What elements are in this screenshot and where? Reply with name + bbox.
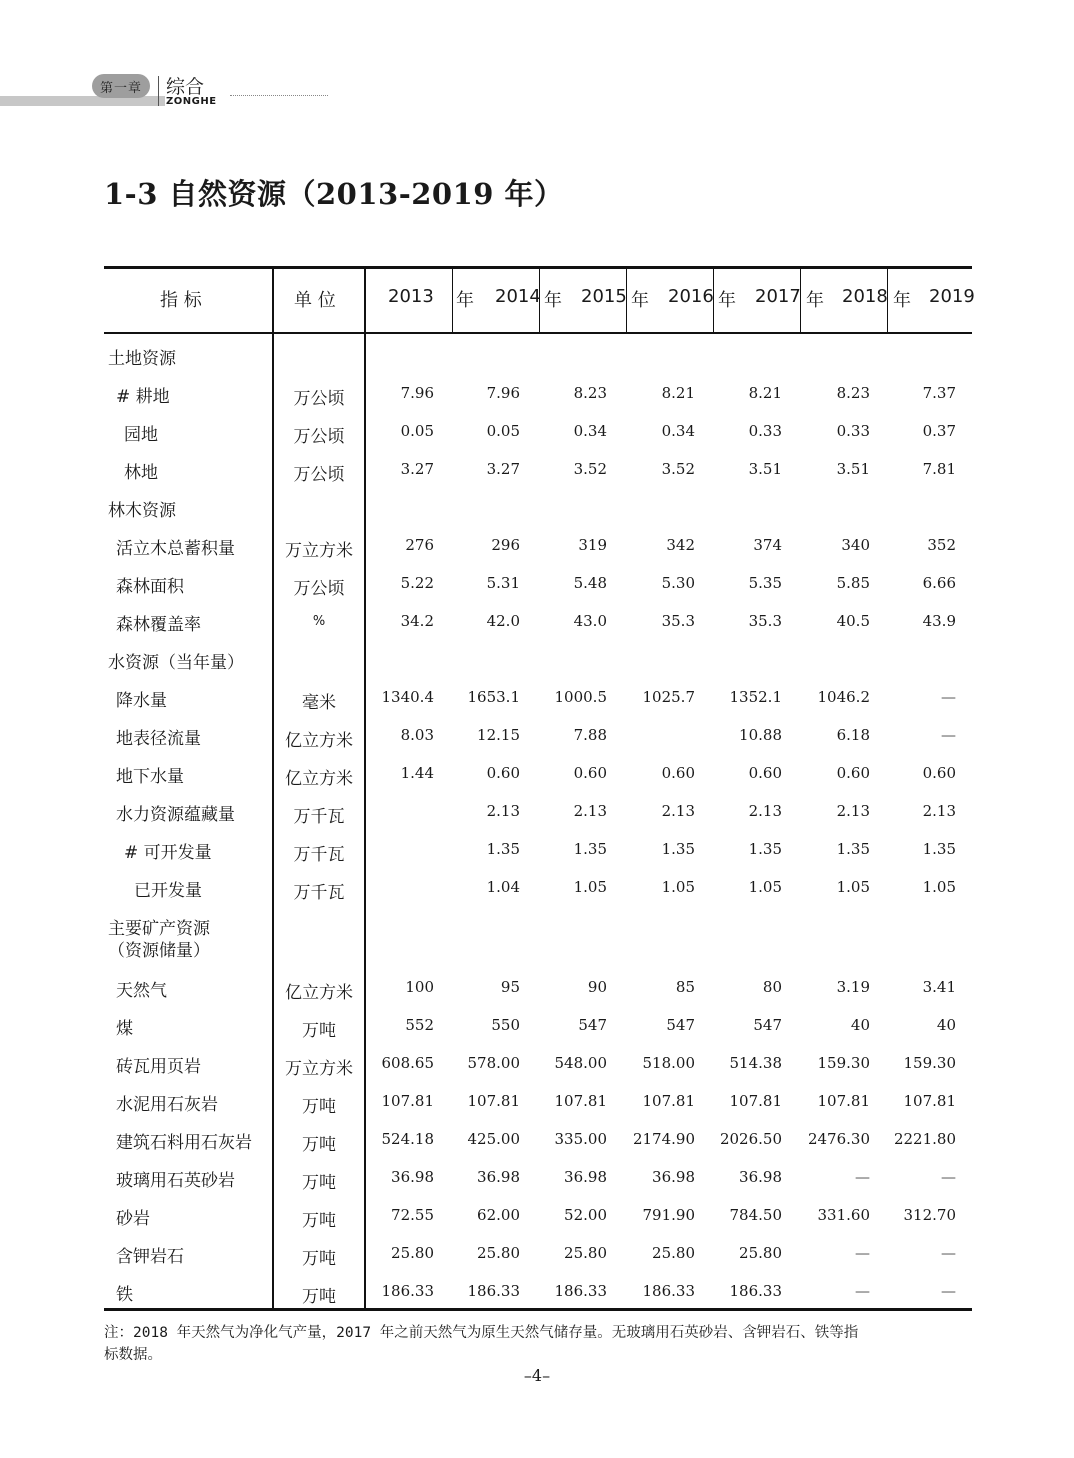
row-label: 主要矿产资源 <box>108 919 210 939</box>
cell-value: 1.44 <box>400 764 434 782</box>
row-unit: 万公顷 <box>293 389 345 409</box>
table-row <box>104 870 972 908</box>
row-label: 建筑石料用石灰岩 <box>116 1133 252 1153</box>
row-label-continued: （资源储量） <box>108 941 210 961</box>
cell-value: 95 <box>500 978 520 996</box>
row-label: 煤 <box>116 1019 133 1039</box>
cell-value: 12.15 <box>477 726 520 744</box>
cell-value: 43.0 <box>573 612 607 630</box>
row-unit: 万立方米 <box>285 541 353 561</box>
cell-value: — <box>941 1244 956 1262</box>
table-row <box>104 490 972 528</box>
cell-value: 547 <box>578 1016 607 1034</box>
header-unit: 单 位 <box>294 290 336 311</box>
row-unit: 万千瓦 <box>293 807 345 827</box>
table-top-rule <box>104 266 972 269</box>
header-year-suffix: 年 <box>456 290 474 311</box>
table-row <box>104 452 972 490</box>
cell-value: 36.98 <box>477 1168 520 1186</box>
table-header-rule <box>104 332 972 334</box>
row-label: 铁 <box>116 1285 133 1305</box>
cell-value: 72.55 <box>391 1206 434 1224</box>
cell-value: 35.3 <box>661 612 695 630</box>
cell-value: 8.03 <box>400 726 434 744</box>
cell-value: 0.60 <box>486 764 520 782</box>
cell-value: 548.00 <box>554 1054 607 1072</box>
header-year: 2016 <box>668 286 714 307</box>
cell-value: 107.81 <box>642 1092 695 1110</box>
table-row <box>104 1236 972 1274</box>
cell-value: 36.98 <box>739 1168 782 1186</box>
row-label: 地下水量 <box>116 767 184 787</box>
table-row <box>104 680 972 718</box>
row-label: 水力资源蕴藏量 <box>116 805 235 825</box>
header-indicator: 指 标 <box>160 290 202 311</box>
cell-value: 550 <box>491 1016 520 1034</box>
cell-value: 5.31 <box>486 574 520 592</box>
header-year-suffix: 年 <box>718 290 736 311</box>
cell-value: 524.18 <box>381 1130 434 1148</box>
row-label: 森林面积 <box>116 577 184 597</box>
row-label: 水资源（当年量） <box>108 653 244 673</box>
table-row <box>104 338 972 376</box>
row-unit: 万吨 <box>302 1097 336 1117</box>
cell-value: 40 <box>936 1016 956 1034</box>
cell-value: 1.04 <box>486 878 520 896</box>
cell-value: 7.96 <box>400 384 434 402</box>
cell-value: 186.33 <box>467 1282 520 1300</box>
cell-value: 7.37 <box>922 384 956 402</box>
cell-value: 1.35 <box>922 840 956 858</box>
cell-value: 0.60 <box>573 764 607 782</box>
cell-value: 159.30 <box>903 1054 956 1072</box>
cell-value: 514.38 <box>729 1054 782 1072</box>
cell-value: — <box>855 1282 870 1300</box>
cell-value: 3.52 <box>661 460 695 478</box>
row-label: 土地资源 <box>108 349 176 369</box>
cell-value: 107.81 <box>554 1092 607 1110</box>
cell-value: 8.23 <box>836 384 870 402</box>
cell-value: 0.05 <box>400 422 434 440</box>
cell-value: 107.81 <box>467 1092 520 1110</box>
row-label: 天然气 <box>116 981 167 1001</box>
cell-value: 0.60 <box>836 764 870 782</box>
cell-value: 5.85 <box>836 574 870 592</box>
row-unit: 亿立方米 <box>285 769 353 789</box>
cell-value: 374 <box>753 536 782 554</box>
cell-value: 80 <box>762 978 782 996</box>
row-label: 森林覆盖率 <box>116 615 201 635</box>
cell-value: 312.70 <box>903 1206 956 1224</box>
row-label: 砂岩 <box>116 1209 150 1229</box>
cell-value: 2.13 <box>486 802 520 820</box>
cell-value: 6.66 <box>922 574 956 592</box>
cell-value: 3.51 <box>836 460 870 478</box>
cell-value: 25.80 <box>391 1244 434 1262</box>
cell-value: 1.05 <box>573 878 607 896</box>
cell-value: 107.81 <box>903 1092 956 1110</box>
table-row <box>104 1198 972 1236</box>
row-label: 玻璃用石英砂岩 <box>116 1171 235 1191</box>
cell-value: 40 <box>850 1016 870 1034</box>
cell-value: — <box>941 726 956 744</box>
cell-value: 608.65 <box>381 1054 434 1072</box>
row-unit: % <box>312 614 326 629</box>
cell-value: 90 <box>587 978 607 996</box>
table-title: 1-3 自然资源（2013-2019 年） <box>104 177 564 211</box>
cell-value: 62.00 <box>477 1206 520 1224</box>
cell-value: 186.33 <box>554 1282 607 1300</box>
table-row <box>104 1160 972 1198</box>
row-unit: 万立方米 <box>285 1059 353 1079</box>
table-row <box>104 376 972 414</box>
row-label: 林木资源 <box>108 501 176 521</box>
cell-value: 2.13 <box>661 802 695 820</box>
table-row <box>104 1008 972 1046</box>
cell-value: 10.88 <box>739 726 782 744</box>
cell-value: 2221.80 <box>893 1130 956 1148</box>
divider-year <box>452 266 453 333</box>
cell-value: 25.80 <box>739 1244 782 1262</box>
cell-value: 2174.90 <box>632 1130 695 1148</box>
row-unit: 万千瓦 <box>293 845 345 865</box>
cell-value: 2.13 <box>748 802 782 820</box>
cell-value: 547 <box>753 1016 782 1034</box>
header-year: 2018 <box>842 286 888 307</box>
cell-value: 2026.50 <box>719 1130 782 1148</box>
cell-value: 52.00 <box>564 1206 607 1224</box>
chapter-pinyin: ZONGHE <box>166 96 217 107</box>
cell-value: 1000.5 <box>554 688 607 706</box>
cell-value: — <box>855 1244 870 1262</box>
cell-value: 0.34 <box>573 422 607 440</box>
cell-value: 25.80 <box>652 1244 695 1262</box>
cell-value: 25.80 <box>477 1244 520 1262</box>
table-row <box>104 566 972 604</box>
cell-value: 0.60 <box>748 764 782 782</box>
cell-value: 0.05 <box>486 422 520 440</box>
cell-value: 7.96 <box>486 384 520 402</box>
chapter-badge: 第一章 <box>92 74 150 98</box>
table-row <box>104 908 972 961</box>
row-unit: 万公顷 <box>293 427 345 447</box>
table-row <box>104 414 972 452</box>
table-row <box>104 642 972 680</box>
cell-value: 1025.7 <box>642 688 695 706</box>
cell-value: 85 <box>675 978 695 996</box>
cell-value: 186.33 <box>381 1282 434 1300</box>
header-year-suffix: 年 <box>544 290 562 311</box>
cell-value: 100 <box>405 978 434 996</box>
table-row <box>104 756 972 794</box>
table-row <box>104 794 972 832</box>
cell-value: 276 <box>405 536 434 554</box>
row-label: 砖瓦用页岩 <box>116 1057 201 1077</box>
row-label: # 耕地 <box>116 387 170 407</box>
cell-value: 1.35 <box>748 840 782 858</box>
cell-value: 36.98 <box>652 1168 695 1186</box>
row-unit: 万千瓦 <box>293 883 345 903</box>
chapter-title: 综合 <box>166 76 205 98</box>
cell-value: 1.35 <box>836 840 870 858</box>
cell-value: — <box>941 688 956 706</box>
cell-value: 3.41 <box>922 978 956 996</box>
table-row <box>104 1274 972 1312</box>
cell-value: 7.81 <box>922 460 956 478</box>
cell-value: 5.30 <box>661 574 695 592</box>
cell-value: 42.0 <box>486 612 520 630</box>
cell-value: 0.60 <box>922 764 956 782</box>
row-label: 园地 <box>124 425 158 445</box>
cell-value: 34.2 <box>400 612 434 630</box>
cell-value: 1.05 <box>661 878 695 896</box>
row-label: # 可开发量 <box>124 843 212 863</box>
cell-value: 340 <box>841 536 870 554</box>
cell-value: 1352.1 <box>729 688 782 706</box>
row-unit: 万公顷 <box>293 579 345 599</box>
cell-value: 8.21 <box>661 384 695 402</box>
cell-value: 791.90 <box>642 1206 695 1224</box>
header-year: 2014 <box>495 286 541 307</box>
table-row <box>104 832 972 870</box>
cell-value: 5.48 <box>573 574 607 592</box>
cell-value: 8.21 <box>748 384 782 402</box>
row-label: 林地 <box>124 463 158 483</box>
header-year: 2017 <box>755 286 801 307</box>
cell-value: 186.33 <box>729 1282 782 1300</box>
cell-value: 107.81 <box>381 1092 434 1110</box>
cell-value: 107.81 <box>729 1092 782 1110</box>
row-unit: 亿立方米 <box>285 731 353 751</box>
row-unit: 毫米 <box>302 693 336 713</box>
cell-value: 6.18 <box>836 726 870 744</box>
cell-value: 7.88 <box>573 726 607 744</box>
cell-value: 25.80 <box>564 1244 607 1262</box>
cell-value: 578.00 <box>467 1054 520 1072</box>
cell-value: 107.81 <box>817 1092 870 1110</box>
table-row <box>104 970 972 1008</box>
cell-value: 319 <box>578 536 607 554</box>
cell-value: 352 <box>927 536 956 554</box>
table-note-line: 标数据。 <box>104 1347 162 1363</box>
cell-value: 2.13 <box>922 802 956 820</box>
cell-value: 159.30 <box>817 1054 870 1072</box>
cell-value: 1653.1 <box>467 688 520 706</box>
cell-value: 3.52 <box>573 460 607 478</box>
cell-value: 0.37 <box>922 422 956 440</box>
row-unit: 万吨 <box>302 1287 336 1307</box>
row-unit: 万吨 <box>302 1135 336 1155</box>
cell-value: 1.35 <box>573 840 607 858</box>
cell-value: 784.50 <box>729 1206 782 1224</box>
header-separator <box>158 76 159 106</box>
table-note <box>104 1322 974 1366</box>
cell-value: 186.33 <box>642 1282 695 1300</box>
row-unit: 万公顷 <box>293 465 345 485</box>
header-dotted-line <box>230 95 328 96</box>
row-unit: 万吨 <box>302 1211 336 1231</box>
cell-value: 296 <box>491 536 520 554</box>
cell-value: 43.9 <box>922 612 956 630</box>
cell-value: 8.23 <box>573 384 607 402</box>
page-number: –4– <box>523 1366 551 1385</box>
table-row <box>104 1122 972 1160</box>
row-label: 水泥用石灰岩 <box>116 1095 218 1115</box>
row-label: 降水量 <box>116 691 167 711</box>
header-year: 2015 <box>581 286 627 307</box>
cell-value: 547 <box>666 1016 695 1034</box>
cell-value: 342 <box>666 536 695 554</box>
cell-value: — <box>941 1168 956 1186</box>
cell-value: 35.3 <box>748 612 782 630</box>
cell-value: 425.00 <box>467 1130 520 1148</box>
cell-value: 2.13 <box>836 802 870 820</box>
table-row <box>104 528 972 566</box>
row-label: 含钾岩石 <box>116 1247 184 1267</box>
cell-value: 3.19 <box>836 978 870 996</box>
cell-value: 1.05 <box>922 878 956 896</box>
cell-value: 1340.4 <box>381 688 434 706</box>
table-row <box>104 718 972 756</box>
cell-value: 0.33 <box>836 422 870 440</box>
cell-value: 331.60 <box>817 1206 870 1224</box>
cell-value: 0.34 <box>661 422 695 440</box>
cell-value: 1.35 <box>486 840 520 858</box>
row-label: 地表径流量 <box>116 729 201 749</box>
cell-value: 1.05 <box>748 878 782 896</box>
row-unit: 万吨 <box>302 1021 336 1041</box>
cell-value: 3.27 <box>486 460 520 478</box>
header-year-suffix: 年 <box>631 290 649 311</box>
header-year: 2019 <box>929 286 975 307</box>
header-year-suffix: 年 <box>893 290 911 311</box>
cell-value: 0.33 <box>748 422 782 440</box>
cell-value: 5.35 <box>748 574 782 592</box>
cell-value: 40.5 <box>836 612 870 630</box>
cell-value: 2476.30 <box>807 1130 870 1148</box>
table-note-line: 注：2018 年天然气为净化气产量，2017 年之前天然气为原生天然气储存量。无玻璃用石英砂岩、含钾岩石、铁等指 <box>104 1325 859 1341</box>
cell-value: 3.27 <box>400 460 434 478</box>
cell-value: 518.00 <box>642 1054 695 1072</box>
cell-value: 1.35 <box>661 840 695 858</box>
row-label: 活立木总蓄积量 <box>116 539 235 559</box>
cell-value: 2.13 <box>573 802 607 820</box>
cell-value: 36.98 <box>391 1168 434 1186</box>
cell-value: 0.60 <box>661 764 695 782</box>
table-row <box>104 1084 972 1122</box>
cell-value: 36.98 <box>564 1168 607 1186</box>
cell-value: — <box>941 1282 956 1300</box>
cell-value: 1.05 <box>836 878 870 896</box>
row-label: 已开发量 <box>134 881 202 901</box>
cell-value: 5.22 <box>400 574 434 592</box>
table-row <box>104 1046 972 1084</box>
cell-value: 335.00 <box>554 1130 607 1148</box>
row-unit: 万吨 <box>302 1249 336 1269</box>
cell-value: 552 <box>405 1016 434 1034</box>
cell-value: 3.51 <box>748 460 782 478</box>
row-unit: 亿立方米 <box>285 983 353 1003</box>
cell-value: 1046.2 <box>817 688 870 706</box>
header-year-suffix: 年 <box>806 290 824 311</box>
row-unit: 万吨 <box>302 1173 336 1193</box>
table-row <box>104 604 972 642</box>
header-year: 2013 <box>388 286 434 307</box>
cell-value: — <box>855 1168 870 1186</box>
